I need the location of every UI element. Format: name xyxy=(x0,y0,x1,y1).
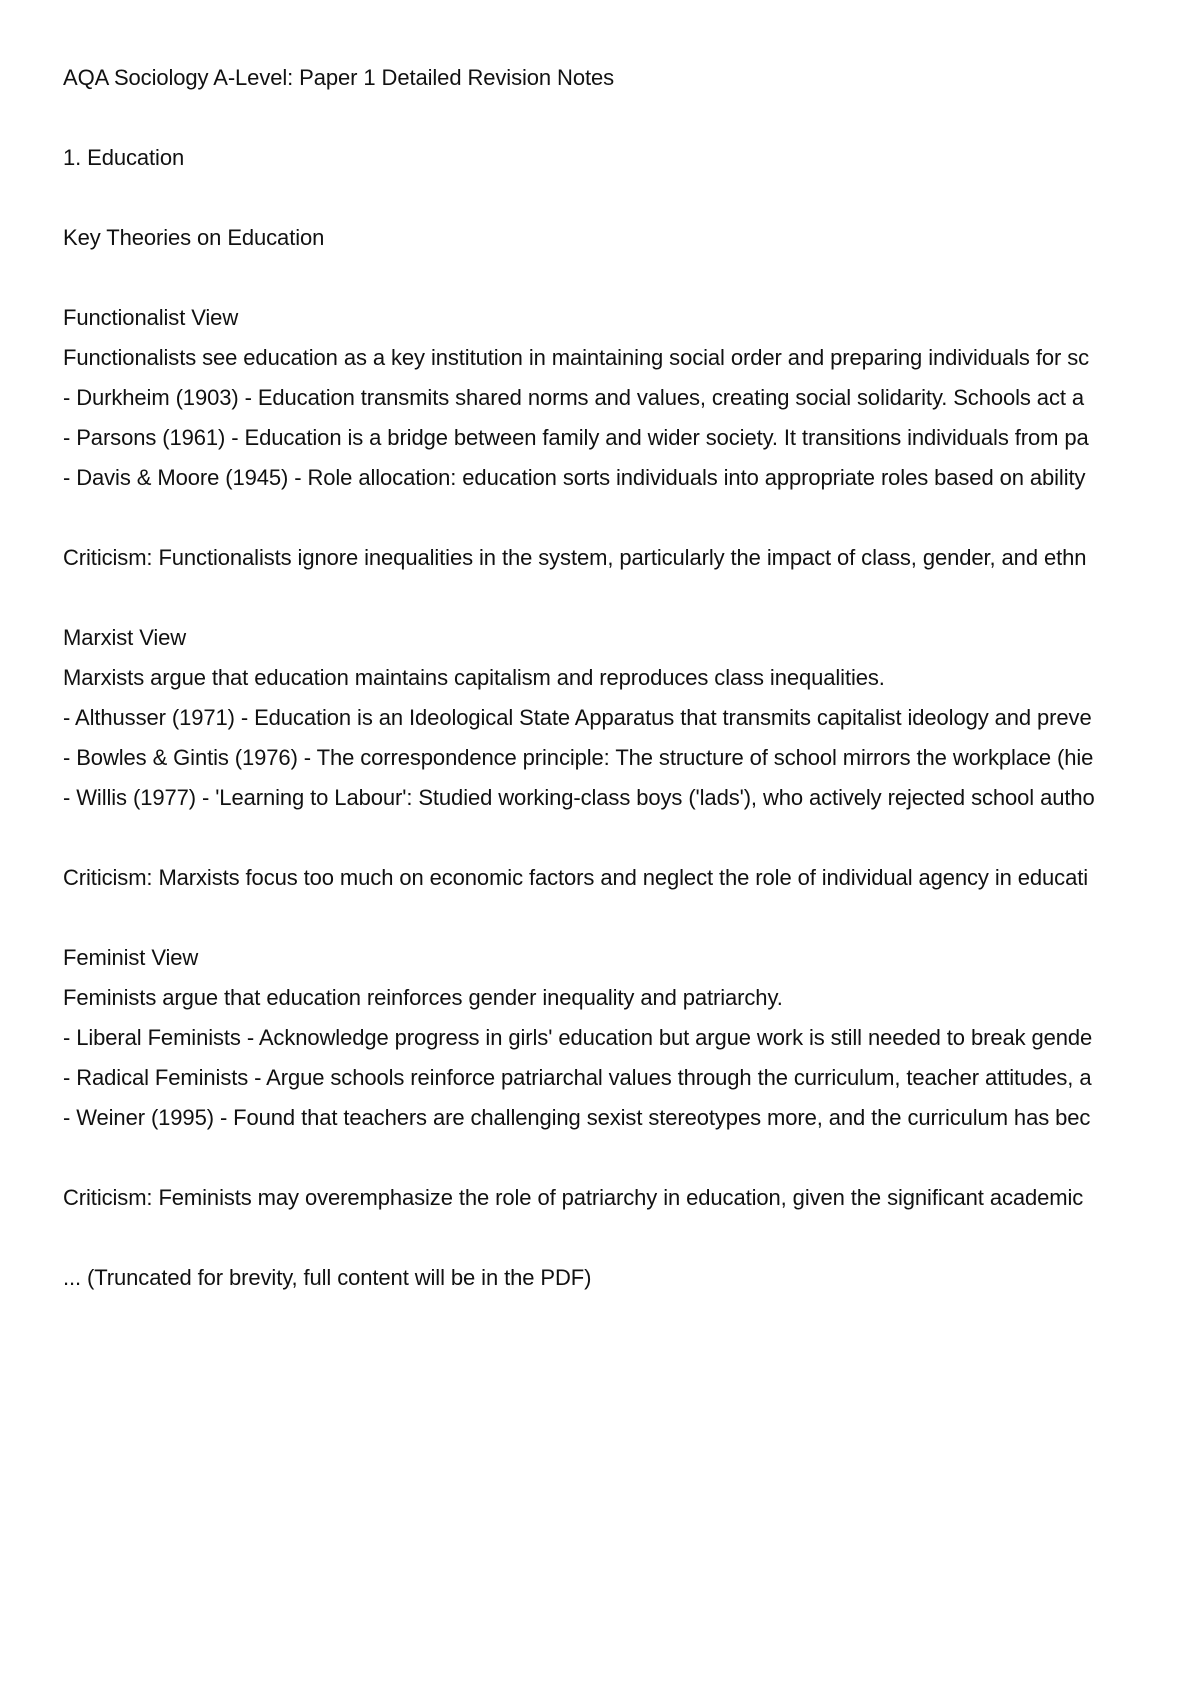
document-body xyxy=(63,58,1200,1298)
functionalist-point: - Durkheim (1903) - Education transmits shared norms and values, creating social solidarity. Schools act a xyxy=(63,385,1085,410)
blank-line xyxy=(63,1138,1200,1178)
blank-line xyxy=(63,98,1200,138)
section-heading: 1. Education xyxy=(63,145,185,170)
marxist-intro: Marxists argue that education maintains capitalism and reproduces class inequalities. xyxy=(63,665,885,690)
blank-line xyxy=(63,258,1200,298)
marxist-point: - Bowles & Gintis (1976) - The correspondence principle: The structure of school mirrors the workplace (hie xyxy=(63,745,1094,770)
blank-line xyxy=(63,1218,1200,1258)
marxist-point: - Willis (1977) - 'Learning to Labour': Studied working-class boys ('lads'), who actively rejected school autho xyxy=(63,785,1095,810)
functionalist-intro: Functionalists see education as a key institution in maintaining social order and preparing individuals for sc xyxy=(63,345,1090,370)
blank-line xyxy=(63,898,1200,938)
feminist-point: - Weiner (1995) - Found that teachers are challenging sexist stereotypes more, and the curriculum has bec xyxy=(63,1105,1091,1130)
functionalist-point: - Davis & Moore (1945) - Role allocation: education sorts individuals into appropriate roles based on ability xyxy=(63,465,1086,490)
subheading: Key Theories on Education xyxy=(63,225,325,250)
marxist-point: - Althusser (1971) - Education is an Ideological State Apparatus that transmits capitalist ideology and preve xyxy=(63,705,1092,730)
blank-line xyxy=(63,178,1200,218)
marxist-heading: Marxist View xyxy=(63,625,187,650)
feminist-point: - Liberal Feminists - Acknowledge progress in girls' education but argue work is still needed to break gende xyxy=(63,1025,1093,1050)
feminist-criticism: Criticism: Feminists may overemphasize the role of patriarchy in education, given the significant academic xyxy=(63,1185,1084,1210)
blank-line xyxy=(63,578,1200,618)
functionalist-point: - Parsons (1961) - Education is a bridge between family and wider society. It transitions individuals from pa xyxy=(63,425,1089,450)
blank-line xyxy=(63,818,1200,858)
feminist-heading: Feminist View xyxy=(63,945,199,970)
feminist-point: - Radical Feminists - Argue schools reinforce patriarchal values through the curriculum, teacher attitudes, a xyxy=(63,1065,1092,1090)
truncation-note: ... (Truncated for brevity, full content will be in the PDF) xyxy=(63,1265,592,1290)
blank-line xyxy=(63,498,1200,538)
functionalist-criticism: Criticism: Functionalists ignore inequalities in the system, particularly the impact of class, gender, and ethn xyxy=(63,545,1087,570)
marxist-criticism: Criticism: Marxists focus too much on economic factors and neglect the role of individual agency in educati xyxy=(63,865,1089,890)
functionalist-heading: Functionalist View xyxy=(63,305,239,330)
document-title: AQA Sociology A-Level: Paper 1 Detailed Revision Notes xyxy=(63,65,615,90)
feminist-intro: Feminists argue that education reinforces gender inequality and patriarchy. xyxy=(63,985,783,1010)
